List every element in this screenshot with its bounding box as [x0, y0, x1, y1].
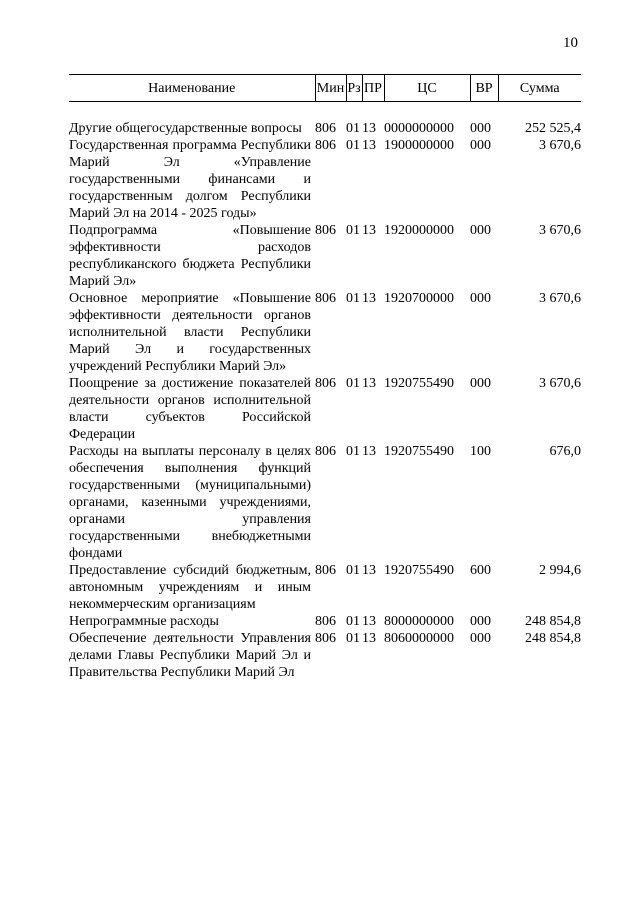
- row-name: Другие общегосударственные вопросы: [69, 121, 302, 136]
- header-rz: Рз: [346, 75, 362, 102]
- row-sum: 2 994,6: [539, 563, 581, 578]
- header-cs: ЦС: [384, 75, 470, 102]
- row-pr: 13: [362, 121, 376, 136]
- row-cs: 1900000000: [384, 138, 454, 153]
- row-pr: 13: [362, 376, 376, 391]
- budget-table: [69, 74, 581, 681]
- row-min: 806: [315, 631, 336, 646]
- table-body: [69, 102, 581, 682]
- header-pr: ПР: [362, 75, 384, 102]
- row-sum: 248 854,8: [525, 614, 581, 629]
- row-rz: 01: [346, 121, 360, 136]
- header-sum: Сумма: [498, 75, 581, 102]
- row-cs: 8000000000: [384, 614, 454, 629]
- row-rz: 01: [346, 563, 360, 578]
- row-name: Подпрограмма «Повышение эффективности расходов республиканского бюджета Республики Марий Эл»: [69, 223, 311, 289]
- row-min: 806: [315, 563, 336, 578]
- table-row: [69, 137, 581, 222]
- row-pr: 13: [362, 223, 376, 238]
- row-sum: 3 670,6: [539, 138, 581, 153]
- row-vr: 000: [470, 121, 491, 136]
- row-vr: 600: [470, 563, 491, 578]
- row-min: 806: [315, 223, 336, 238]
- row-sum: 3 670,6: [539, 223, 581, 238]
- row-pr: 13: [362, 291, 376, 306]
- row-cs: 1920000000: [384, 223, 454, 238]
- row-rz: 01: [346, 291, 360, 306]
- table-row: [69, 222, 581, 290]
- header-name: Наименование: [69, 75, 315, 102]
- row-sum: 3 670,6: [539, 291, 581, 306]
- row-vr: 000: [470, 138, 491, 153]
- row-name: Обеспечение деятельности Управления делами Главы Республики Марий Эл и Правительства Республики Марий Эл: [69, 631, 311, 680]
- header-min: Мин: [315, 75, 346, 102]
- row-rz: 01: [346, 138, 360, 153]
- row-vr: 000: [470, 631, 491, 646]
- row-cs: 1920700000: [384, 291, 454, 306]
- row-pr: 13: [362, 631, 376, 646]
- row-sum: 3 670,6: [539, 376, 581, 391]
- row-sum: 252 525,4: [525, 121, 581, 136]
- row-cs: 1920755490: [384, 444, 454, 459]
- table-row: [69, 613, 581, 630]
- row-min: 806: [315, 138, 336, 153]
- row-name: Расходы на выплаты персоналу в целях обеспечения выполнения функций государственными (муниципальными) органами, казенными учреждениями, органами управления государственными внебюджетными фондами: [69, 444, 311, 561]
- row-rz: 01: [346, 631, 360, 646]
- row-pr: 13: [362, 138, 376, 153]
- row-vr: 000: [470, 291, 491, 306]
- row-rz: 01: [346, 376, 360, 391]
- row-pr: 13: [362, 563, 376, 578]
- table-row: [69, 443, 581, 562]
- row-rz: 01: [346, 223, 360, 238]
- row-vr: 100: [470, 444, 491, 459]
- table-row: [69, 120, 581, 137]
- row-name: Поощрение за достижение показателей деятельности органов исполнительной власти субъектов Российской Федерации: [69, 376, 311, 442]
- table-row: [69, 630, 581, 681]
- row-pr: 13: [362, 444, 376, 459]
- row-vr: 000: [470, 376, 491, 391]
- row-min: 806: [315, 376, 336, 391]
- table-row: [69, 562, 581, 613]
- row-min: 806: [315, 614, 336, 629]
- row-name: Основное мероприятие «Повышение эффективности деятельности органов исполнительной власти Республики Марий Эл и государственных учреждений Республики Марий Эл»: [69, 291, 311, 374]
- row-min: 806: [315, 121, 336, 136]
- row-sum: 248 854,8: [525, 631, 581, 646]
- row-cs: 1920755490: [384, 563, 454, 578]
- row-name: Предоставление субсидий бюджетным, автономным учреждениям и иным некоммерческим организациям: [69, 563, 311, 612]
- row-cs: 8060000000: [384, 631, 454, 646]
- table-row: [69, 375, 581, 443]
- page-number: 10: [563, 35, 578, 51]
- row-rz: 01: [346, 444, 360, 459]
- row-rz: 01: [346, 614, 360, 629]
- row-pr: 13: [362, 614, 376, 629]
- table-header: [69, 75, 581, 102]
- row-vr: 000: [470, 614, 491, 629]
- row-cs: 1920755490: [384, 376, 454, 391]
- row-vr: 000: [470, 223, 491, 238]
- header-vr: ВР: [470, 75, 498, 102]
- row-cs: 0000000000: [384, 121, 454, 136]
- table-row: [69, 290, 581, 375]
- row-name: Государственная программа Республики Марий Эл «Управление государственными финансами и государственным долгом Республики Марий Эл на 2014 - 2025 годы»: [69, 138, 311, 221]
- row-min: 806: [315, 291, 336, 306]
- row-sum: 676,0: [549, 444, 581, 459]
- row-name: Непрограммные расходы: [69, 614, 219, 629]
- row-min: 806: [315, 444, 336, 459]
